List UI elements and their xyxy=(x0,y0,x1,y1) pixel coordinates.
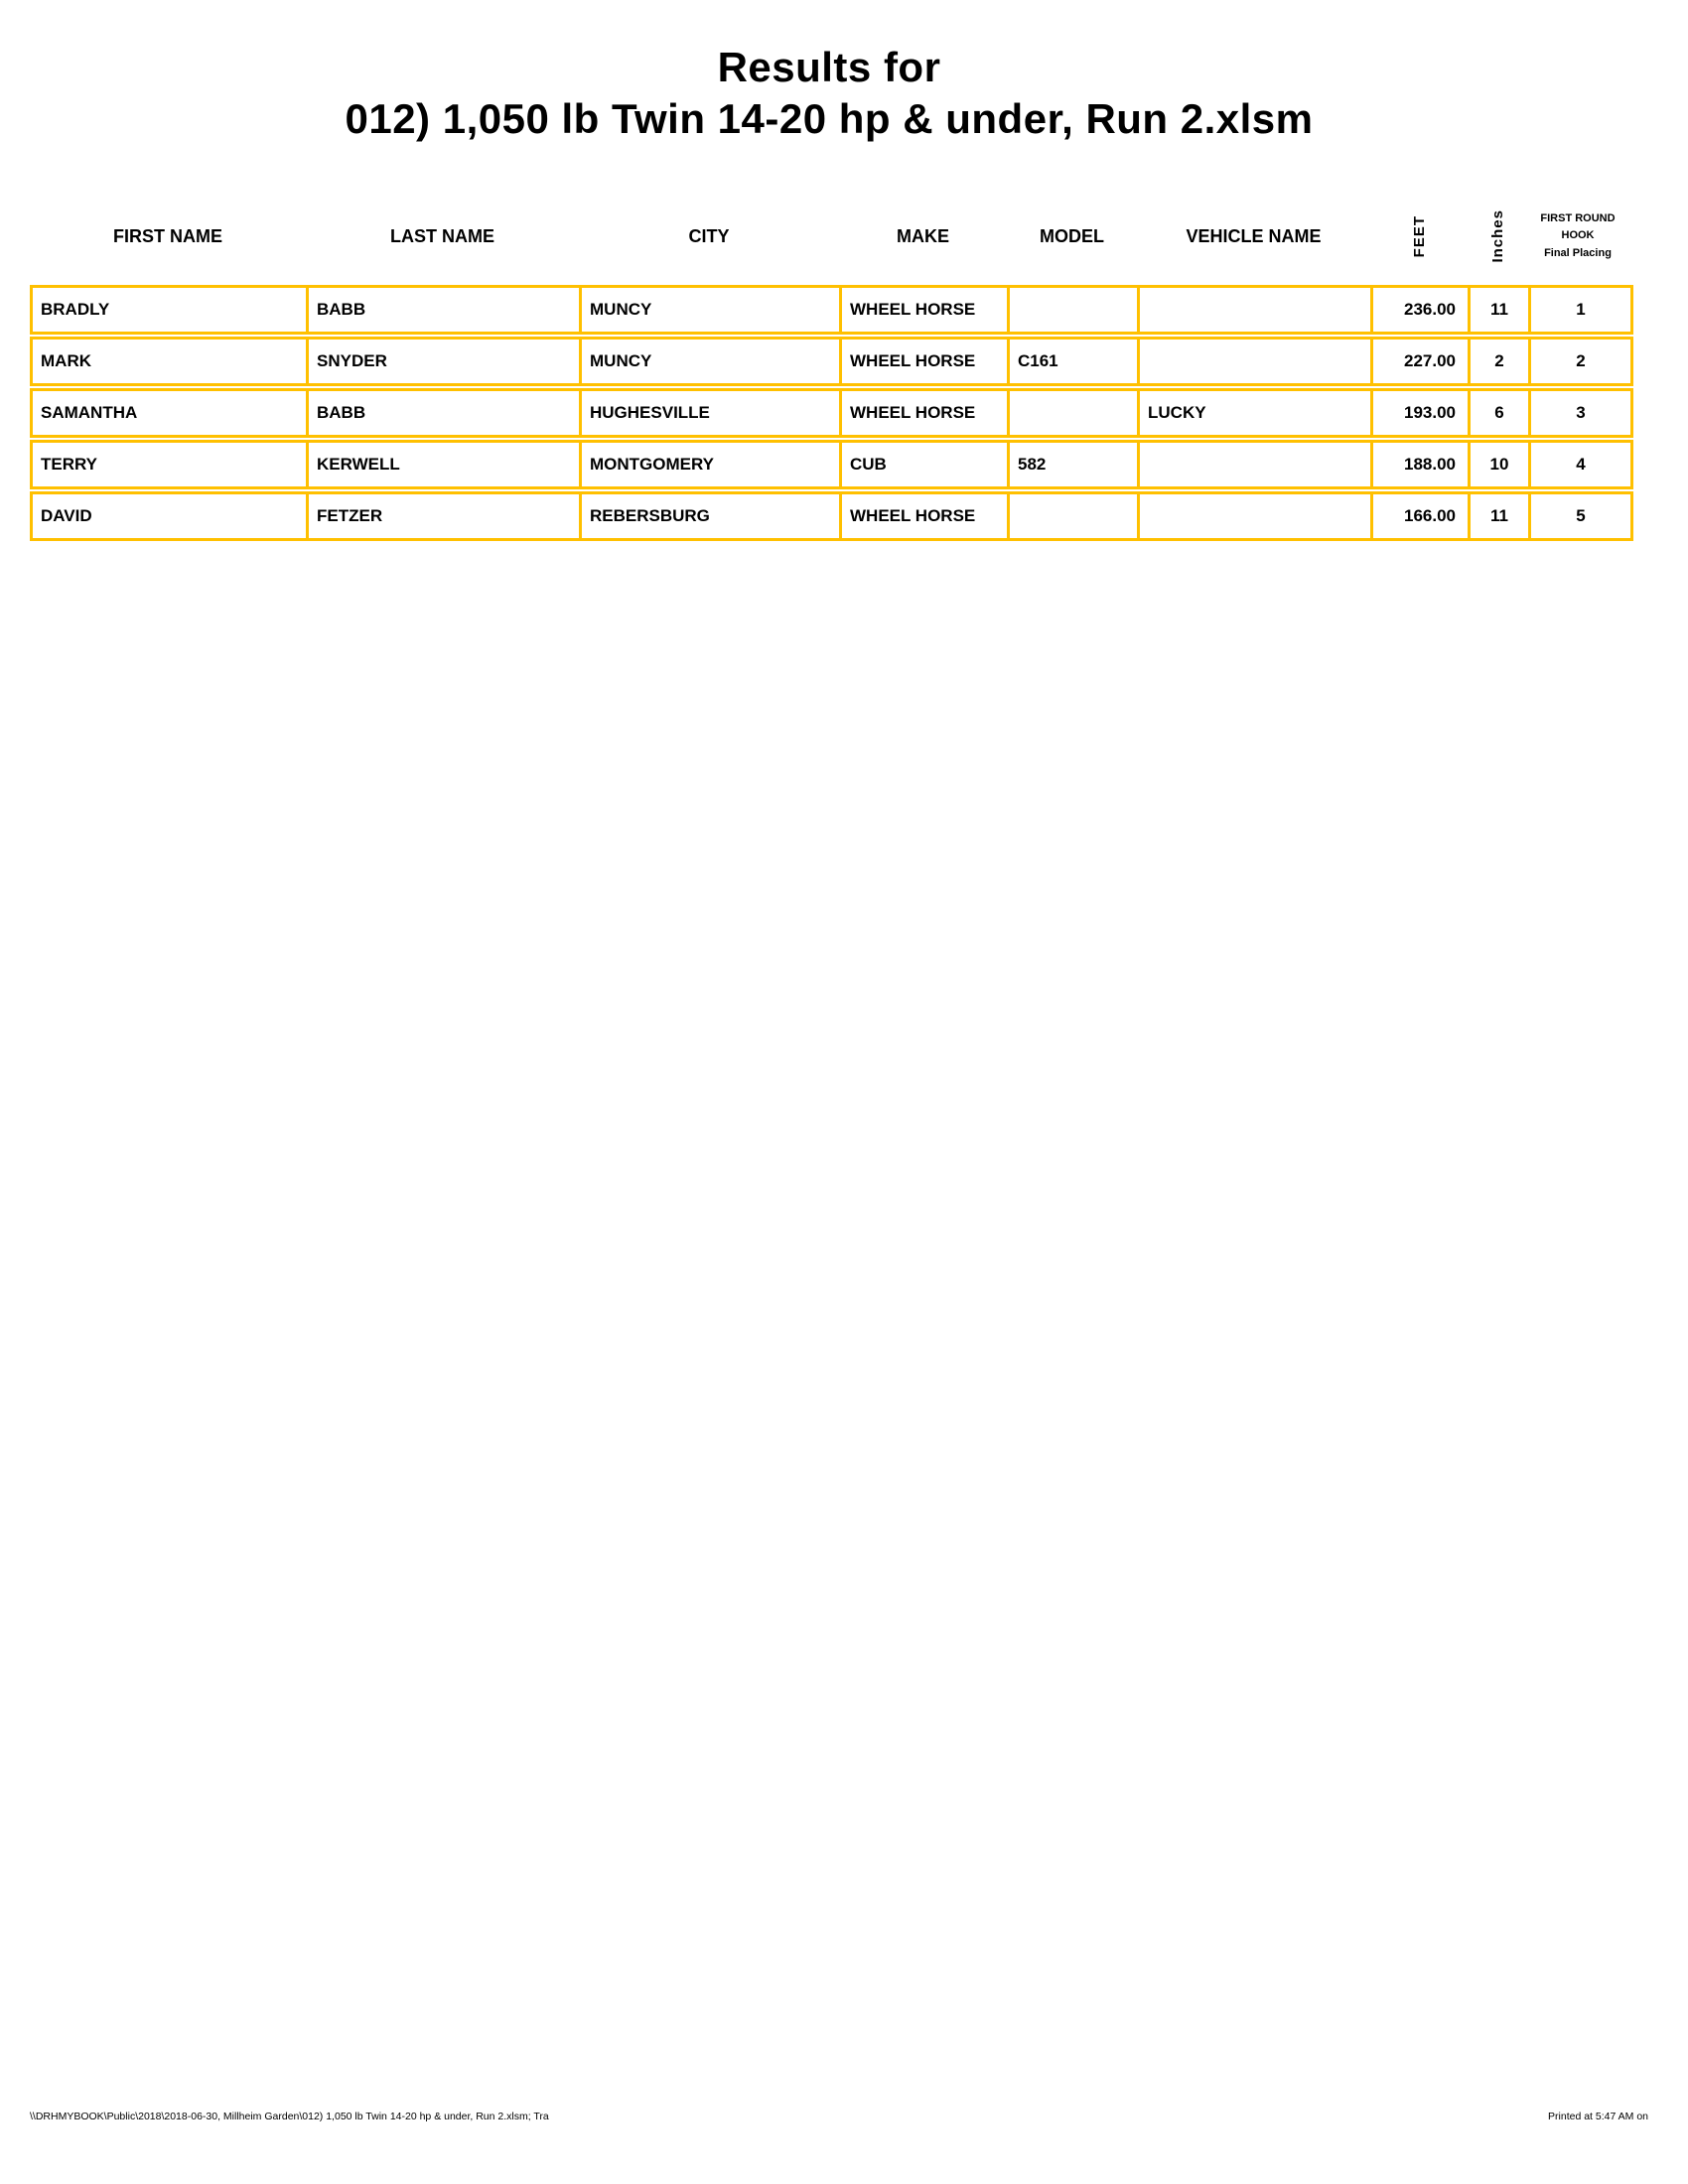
column-header-final-placing: FIRST ROUND HOOK Final Placing xyxy=(1540,212,1616,259)
cell-model xyxy=(1010,288,1140,332)
cell-feet: 227.00 xyxy=(1373,340,1471,383)
cell-make: WHEEL HORSE xyxy=(842,288,1010,332)
column-header-city: CITY xyxy=(688,225,730,246)
footer-file-path: \\DRHMYBOOK\Public\2018\2018-06-30, Millheim Garden\012) 1,050 lb Twin 14-20 hp & under, Run 2.xlsm; Tra xyxy=(30,2111,549,2122)
cell-placing: 1 xyxy=(1576,300,1586,319)
cell-inches: 2 xyxy=(1471,340,1531,383)
cell-feet: 166.00 xyxy=(1373,494,1471,538)
cell-inches: 11 xyxy=(1471,494,1531,538)
cell-model xyxy=(1010,391,1140,435)
cell-last-name: SNYDER xyxy=(309,340,582,383)
cell-placing: 3 xyxy=(1576,403,1586,422)
cell-last-name: BABB xyxy=(309,288,582,332)
column-header-model: MODEL xyxy=(1040,225,1104,246)
cell-last-name: BABB xyxy=(309,391,582,435)
cell-make: WHEEL HORSE xyxy=(842,391,1010,435)
cell-model: 582 xyxy=(1010,443,1140,486)
page-subtitle: 012) 1,050 lb Twin 14-20 hp & under, Run 2.xlsm xyxy=(345,95,1314,142)
table-row xyxy=(30,285,1633,335)
table-row xyxy=(30,388,1633,438)
cell-city: MUNCY xyxy=(582,340,842,383)
cell-feet: 188.00 xyxy=(1373,443,1471,486)
cell-vehicle-name: LUCKY xyxy=(1140,391,1373,435)
cell-feet: 236.00 xyxy=(1373,288,1471,332)
column-header-make: MAKE xyxy=(897,225,949,246)
column-header-inches: Inches xyxy=(1489,209,1506,263)
cell-vehicle-name xyxy=(1140,494,1373,538)
cell-placing: 2 xyxy=(1576,351,1586,370)
cell-inches: 10 xyxy=(1471,443,1531,486)
cell-placing: 4 xyxy=(1576,455,1586,474)
cell-city: REBERSBURG xyxy=(582,494,842,538)
column-header-last-name: LAST NAME xyxy=(390,225,494,246)
cell-make: CUB xyxy=(842,443,1010,486)
table-row xyxy=(30,491,1633,541)
cell-city: MUNCY xyxy=(582,288,842,332)
column-header-vehicle-name: VEHICLE NAME xyxy=(1186,225,1322,246)
cell-make: WHEEL HORSE xyxy=(842,340,1010,383)
cell-city: MONTGOMERY xyxy=(582,443,842,486)
footer-printed-at: Printed at 5:47 AM on xyxy=(1548,2111,1648,2122)
results-table xyxy=(30,285,1633,543)
cell-feet: 193.00 xyxy=(1373,391,1471,435)
page-title: Results for xyxy=(717,44,941,90)
cell-vehicle-name xyxy=(1140,443,1373,486)
cell-first-name: BRADLY xyxy=(33,288,309,332)
cell-vehicle-name xyxy=(1140,288,1373,332)
cell-inches: 6 xyxy=(1471,391,1531,435)
cell-last-name: FETZER xyxy=(309,494,582,538)
cell-vehicle-name xyxy=(1140,340,1373,383)
cell-first-name: MARK xyxy=(33,340,309,383)
table-header-row xyxy=(30,191,1627,282)
cell-model: C161 xyxy=(1010,340,1140,383)
cell-inches: 11 xyxy=(1471,288,1531,332)
cell-first-name: DAVID xyxy=(33,494,309,538)
cell-make: WHEEL HORSE xyxy=(842,494,1010,538)
cell-last-name: KERWELL xyxy=(309,443,582,486)
cell-city: HUGHESVILLE xyxy=(582,391,842,435)
cell-placing: 5 xyxy=(1576,506,1586,525)
cell-first-name: SAMANTHA xyxy=(33,391,309,435)
table-row xyxy=(30,440,1633,489)
cell-model xyxy=(1010,494,1140,538)
column-header-feet: FEET xyxy=(1410,214,1428,258)
table-row xyxy=(30,337,1633,386)
column-header-first-name: FIRST NAME xyxy=(113,225,222,246)
cell-first-name: TERRY xyxy=(33,443,309,486)
